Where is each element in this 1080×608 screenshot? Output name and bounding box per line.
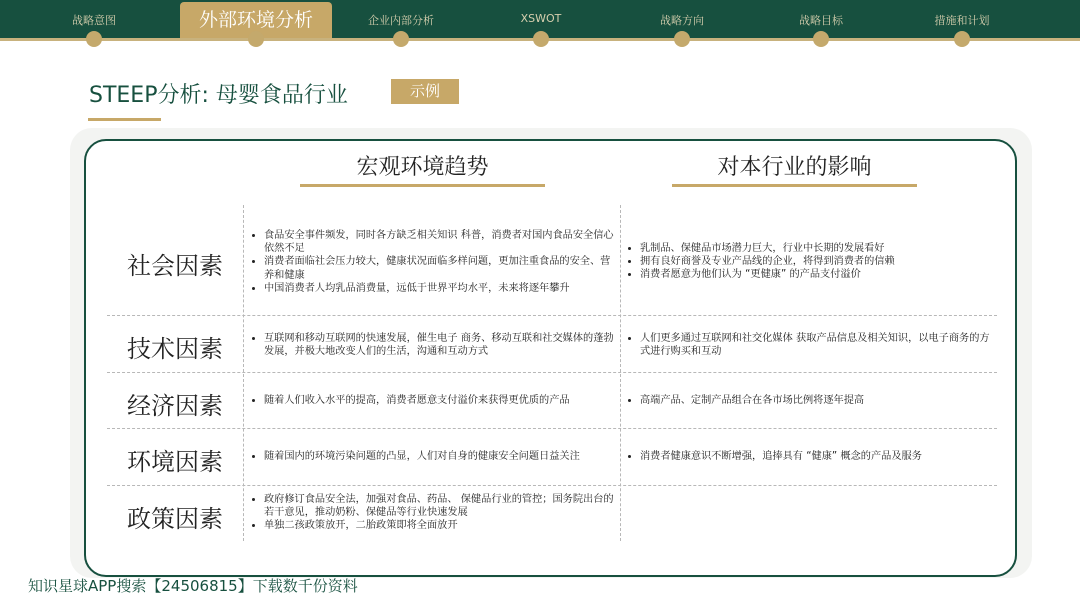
factor-label-environment: 环境因素: [127, 448, 223, 476]
list-item: • 中国消费者人均乳品消费量，远低于世界平均水平，未来将逐年攀升: [264, 282, 614, 295]
nav-dot: [533, 31, 549, 47]
trend-cell-economic: [250, 394, 614, 407]
factor-label-technology: 技术因素: [127, 335, 223, 363]
nav-dot: [248, 31, 264, 47]
factor-label-social: 社会因素: [127, 252, 223, 280]
nav-dot: [674, 31, 690, 47]
list-item: • 消费者面临社会压力较大，健康状况面临多样问题，更加注重食品的安全、营养和健康: [264, 255, 614, 281]
nav-item-measures-plans[interactable]: 措施和计划: [934, 14, 990, 27]
list-item: • 随着人们收入水平的提高，消费者愿意支付溢价来获得更优质的产品: [264, 394, 614, 407]
nav-dot: [813, 31, 829, 47]
impact-cell-social: [626, 242, 992, 282]
factor-label-economic: 经济因素: [127, 392, 223, 420]
nav-item-strategic-intent[interactable]: 战略意图: [72, 14, 116, 27]
list-item: • 随着国内的环境污染问题的凸显，人们对自身的健康安全问题日益关注: [264, 450, 614, 463]
impact-cell-environment: [626, 450, 992, 463]
nav-item-internal-analysis[interactable]: 企业内部分析: [368, 14, 434, 27]
list-item: • 人们更多通过互联网和社交化媒体 获取产品信息及相关知识，以电子商务的方式进行购买和互动: [640, 332, 992, 358]
trend-cell-social: [250, 229, 614, 295]
trend-cell-policy: [250, 493, 614, 533]
column-header-underline: [300, 184, 545, 187]
list-item: • 拥有良好商誉及专业产品线的企业，将得到消费者的信赖: [640, 255, 992, 268]
impact-cell-economic: [626, 394, 992, 407]
impact-cell-technology: [626, 332, 992, 358]
list-item: • 高端产品、定制产品组合在各市场比例将逐年提高: [640, 394, 992, 407]
nav-dot: [86, 31, 102, 47]
page-title: STEEP分析: 母婴食品行业: [89, 83, 348, 108]
list-item: • 乳制品、保健品市场潜力巨大，行业中长期的发展看好: [640, 242, 992, 255]
list-item: • 互联网和移动互联网的快速发展，催生电子 商务、移动互联和社交媒体的蓬勃发展，并极大地改变人们的生活，沟通和互动方式: [264, 332, 614, 358]
row-divider: [107, 485, 997, 486]
title-underline: [88, 118, 161, 121]
list-item: • 消费者健康意识不断增强，追捧具有 “健康” 概念的产品及服务: [640, 450, 992, 463]
factor-label-policy: 政策因素: [127, 505, 223, 533]
nav-item-external-analysis-active[interactable]: 外部环境分析: [180, 2, 332, 38]
example-badge: 示例: [391, 79, 459, 104]
column-header-trends: 宏观环境趋势: [356, 155, 489, 180]
column-header-underline: [672, 184, 917, 187]
nav-item-strategic-goals[interactable]: 战略目标: [799, 14, 843, 27]
nav-item-xswot[interactable]: XSWOT: [520, 12, 562, 25]
trend-cell-environment: [250, 450, 614, 463]
row-divider: [107, 372, 997, 373]
nav-dot: [954, 31, 970, 47]
list-item: • 单独二孩政策放开，二胎政策即将全面放开: [264, 519, 614, 532]
column-divider: [243, 205, 244, 541]
list-item: • 政府修订食品安全法，加强对食品、药品、 保健品行业的管控；国务院出台的若干意见，推动奶粉、保健品等行业快速发展: [264, 493, 614, 519]
row-divider: [107, 315, 997, 316]
column-divider: [620, 205, 621, 541]
trend-cell-technology: [250, 332, 614, 358]
column-header-impact: 对本行业的影响: [717, 155, 872, 180]
nav-item-strategic-direction[interactable]: 战略方向: [660, 14, 704, 27]
row-divider: [107, 428, 997, 429]
nav-dot: [393, 31, 409, 47]
list-item: • 消费者愿意为他们认为 “更健康” 的产品支付溢价: [640, 268, 992, 281]
list-item: • 食品安全事件频发，同时各方缺乏相关知识 科普，消费者对国内食品安全信心依然不足: [264, 229, 614, 255]
footer-promo-text: 知识星球APP搜索【24506815】下载数千份资料: [28, 577, 358, 595]
